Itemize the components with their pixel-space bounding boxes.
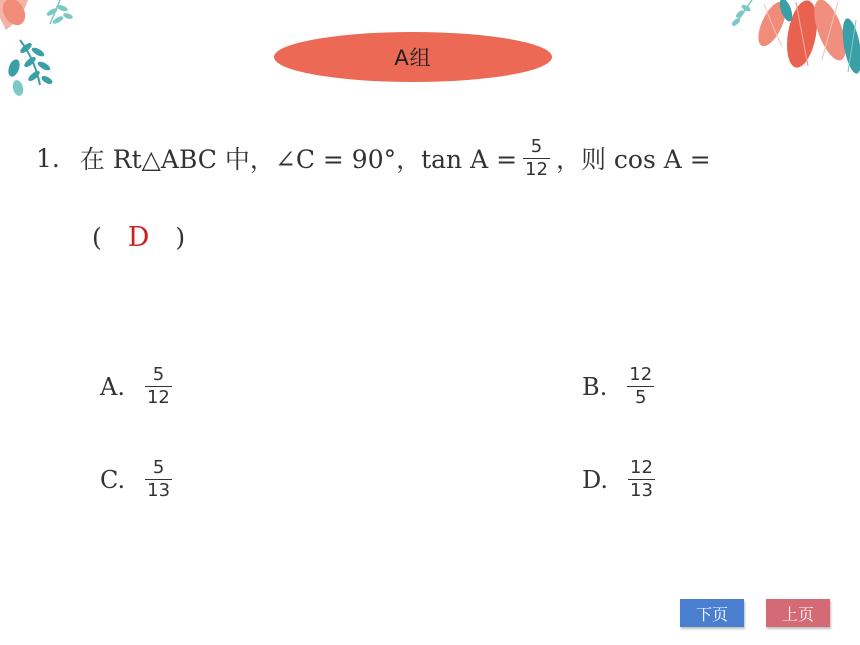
option-letter: A. [100, 372, 125, 401]
option-letter: C. [100, 465, 126, 494]
group-title-pill [274, 32, 552, 82]
answer-letter: D [127, 222, 150, 253]
fraction-numerator: 5 [152, 457, 165, 478]
fraction-numerator: 5 [152, 364, 165, 385]
fraction-denominator: 5 [634, 387, 647, 408]
question-number: 1. [36, 143, 60, 173]
option-fraction [145, 364, 172, 409]
fraction-numerator: 12 [629, 364, 653, 385]
answer-close-paren: ) [175, 223, 186, 252]
next-page-button[interactable] [680, 599, 744, 627]
question-text-after: ，则 cos A = [555, 145, 711, 174]
option-fraction [628, 457, 655, 502]
option-letter: B. [582, 372, 608, 401]
fraction-denominator: 13 [630, 480, 653, 501]
question-text-before: 在 Rt△ABC 中，∠C = 90°，tan A = [79, 145, 518, 174]
fraction-numerator: 12 [630, 457, 653, 478]
option-c [100, 457, 178, 502]
next-page-label: 下页 [695, 604, 728, 624]
option-letter: D. [582, 465, 609, 494]
fraction-denominator: 12 [525, 158, 548, 180]
fraction-numerator: 5 [530, 135, 543, 157]
leaf-decoration-right [730, 0, 860, 95]
option-fraction [145, 457, 172, 502]
fraction-denominator: 13 [147, 480, 171, 501]
group-title: A组 [394, 46, 432, 70]
previous-page-label: 上页 [781, 604, 814, 624]
option-d [582, 457, 661, 502]
tan-fraction [523, 136, 550, 181]
answer-blank [92, 222, 185, 253]
answer-open-paren: ( [92, 223, 102, 252]
option-a [100, 364, 178, 409]
leaf-decoration-left [0, 0, 90, 110]
fraction-denominator: 12 [146, 387, 170, 408]
question-stem [36, 128, 711, 188]
option-b [582, 364, 660, 409]
previous-page-button[interactable] [766, 599, 830, 627]
option-fraction [627, 364, 654, 409]
